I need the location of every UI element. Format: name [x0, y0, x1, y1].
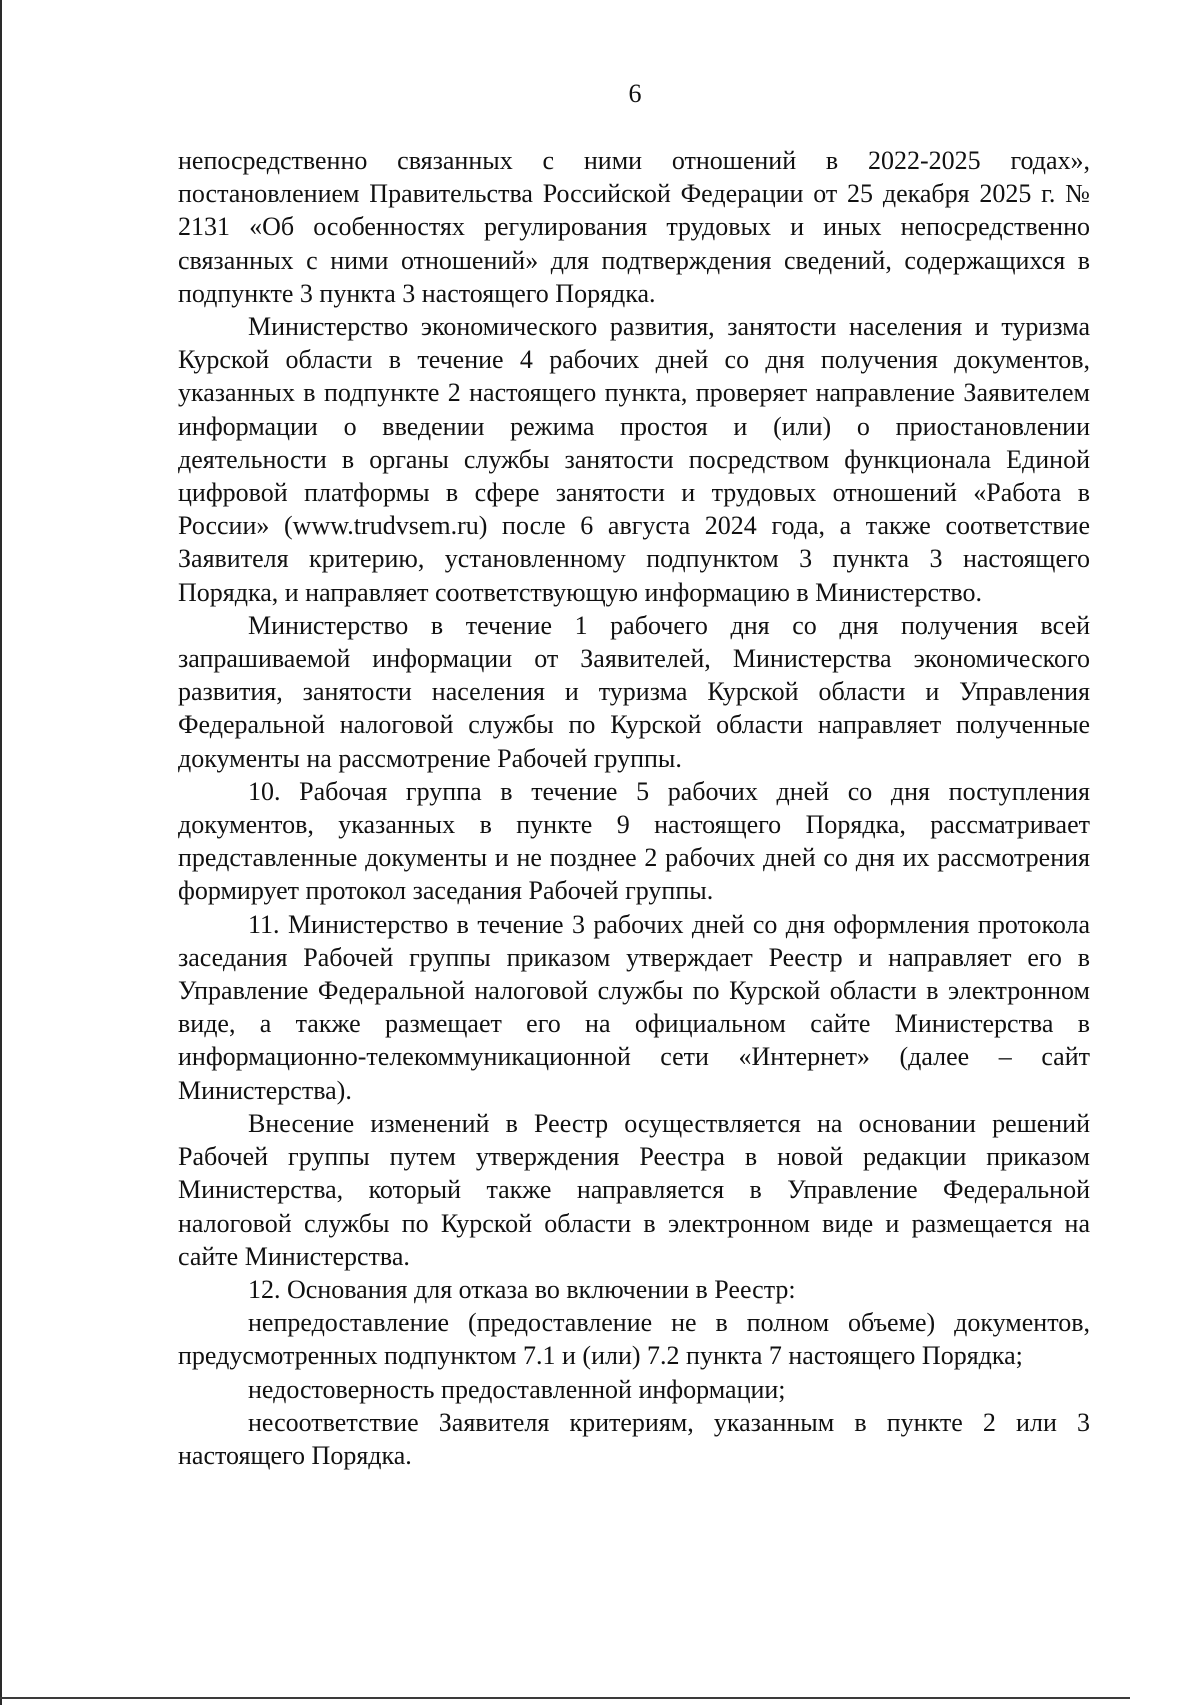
paragraph-refusal-ground-2: недостоверность предоставленной информации; [248, 1374, 786, 1404]
document-body [178, 144, 1090, 1472]
paragraph-item-10: 10. Рабочая группа в течение 5 рабочих дней со дня поступления документов, указанных в пункте 9 настоящего Порядка, рассматривает представленные документы и не позднее 2 рабочих дней со дня их рассмотрения формирует протокол заседания Рабочей группы. [178, 776, 1090, 906]
paragraph-item-11: 11. Министерство в течение 3 рабочих дней со дня оформления протокола заседания Рабочей группы приказом утверждает Реестр и направляет его в Управление Федеральной налоговой службы по Курской области в электронном виде, а также размещает его на официальном сайте Министерства в информационно-телекоммуникационной сети «Интернет» (далее – сайт Министерства). [178, 909, 1090, 1105]
paragraph-ministry-economic-check: Министерство экономического развития, занятости населения и туризма Курской области в течение 4 рабочих дней со дня получения документов, указанных в подпункте 2 настоящего пункта, проверяет направление Заявителем информации о введении режима простоя и (или) о приостановлении деятельности в органы службы занятости посредством функционала Единой цифровой платформы в сфере занятости и трудовых отношений «Работа в России» (www.trudvsem.ru) после 6 августа 2024 года, а также соответствие Заявителя критерию, установленному подпунктом 3 пункта 3 настоящего Порядка, и направляет соответствующую информацию в Министерство. [178, 312, 1090, 607]
page-number: 6 [628, 79, 642, 108]
scan-edge-bottom [0, 1697, 1130, 1699]
paragraph-item-12-heading: 12. Основания для отказа во включении в Реестр: [248, 1274, 796, 1304]
paragraph-refusal-ground-1: непредоставление (предоставление не в полном объеме) документов, предусмотренных подпунктом 7.1 и (или) 7.2 пункта 7 настоящего Порядка; [178, 1308, 1090, 1371]
paragraph-registry-changes: Внесение изменений в Реестр осуществляется на основании решений Рабочей группы путем утверждения Реестра в новой редакции приказом Министерства, который также направляется в Управление Федеральной налоговой службы по Курской области в электронном виде и размещается на сайте Министерства. [178, 1108, 1090, 1271]
paragraph-continuation: непосредственно связанных с ними отношений в 2022-2025 годах», постановлением Правительства Российской Федерации от 25 декабря 2025 г. № 2131 «Об особенностях регулирования трудовых и иных непосредственно связанных с ними отношений» для подтверждения сведений, содержащихся в подпункте 3 пункта 3 настоящего Порядка. [178, 146, 1090, 308]
paragraph-ministry-forwarding: Министерство в течение 1 рабочего дня со дня получения всей запрашиваемой информации от Заявителей, Министерства экономического развития, занятости населения и туризма Курской области и Управления Федеральной налоговой службы по Курской области направляет полученные документы на рассмотрение Рабочей группы. [178, 610, 1090, 773]
paragraph-refusal-ground-3: несоответствие Заявителя критериям, указанным в пункте 2 или 3 настоящего Порядка. [178, 1407, 1090, 1470]
scan-edge-left [0, 0, 2, 1705]
